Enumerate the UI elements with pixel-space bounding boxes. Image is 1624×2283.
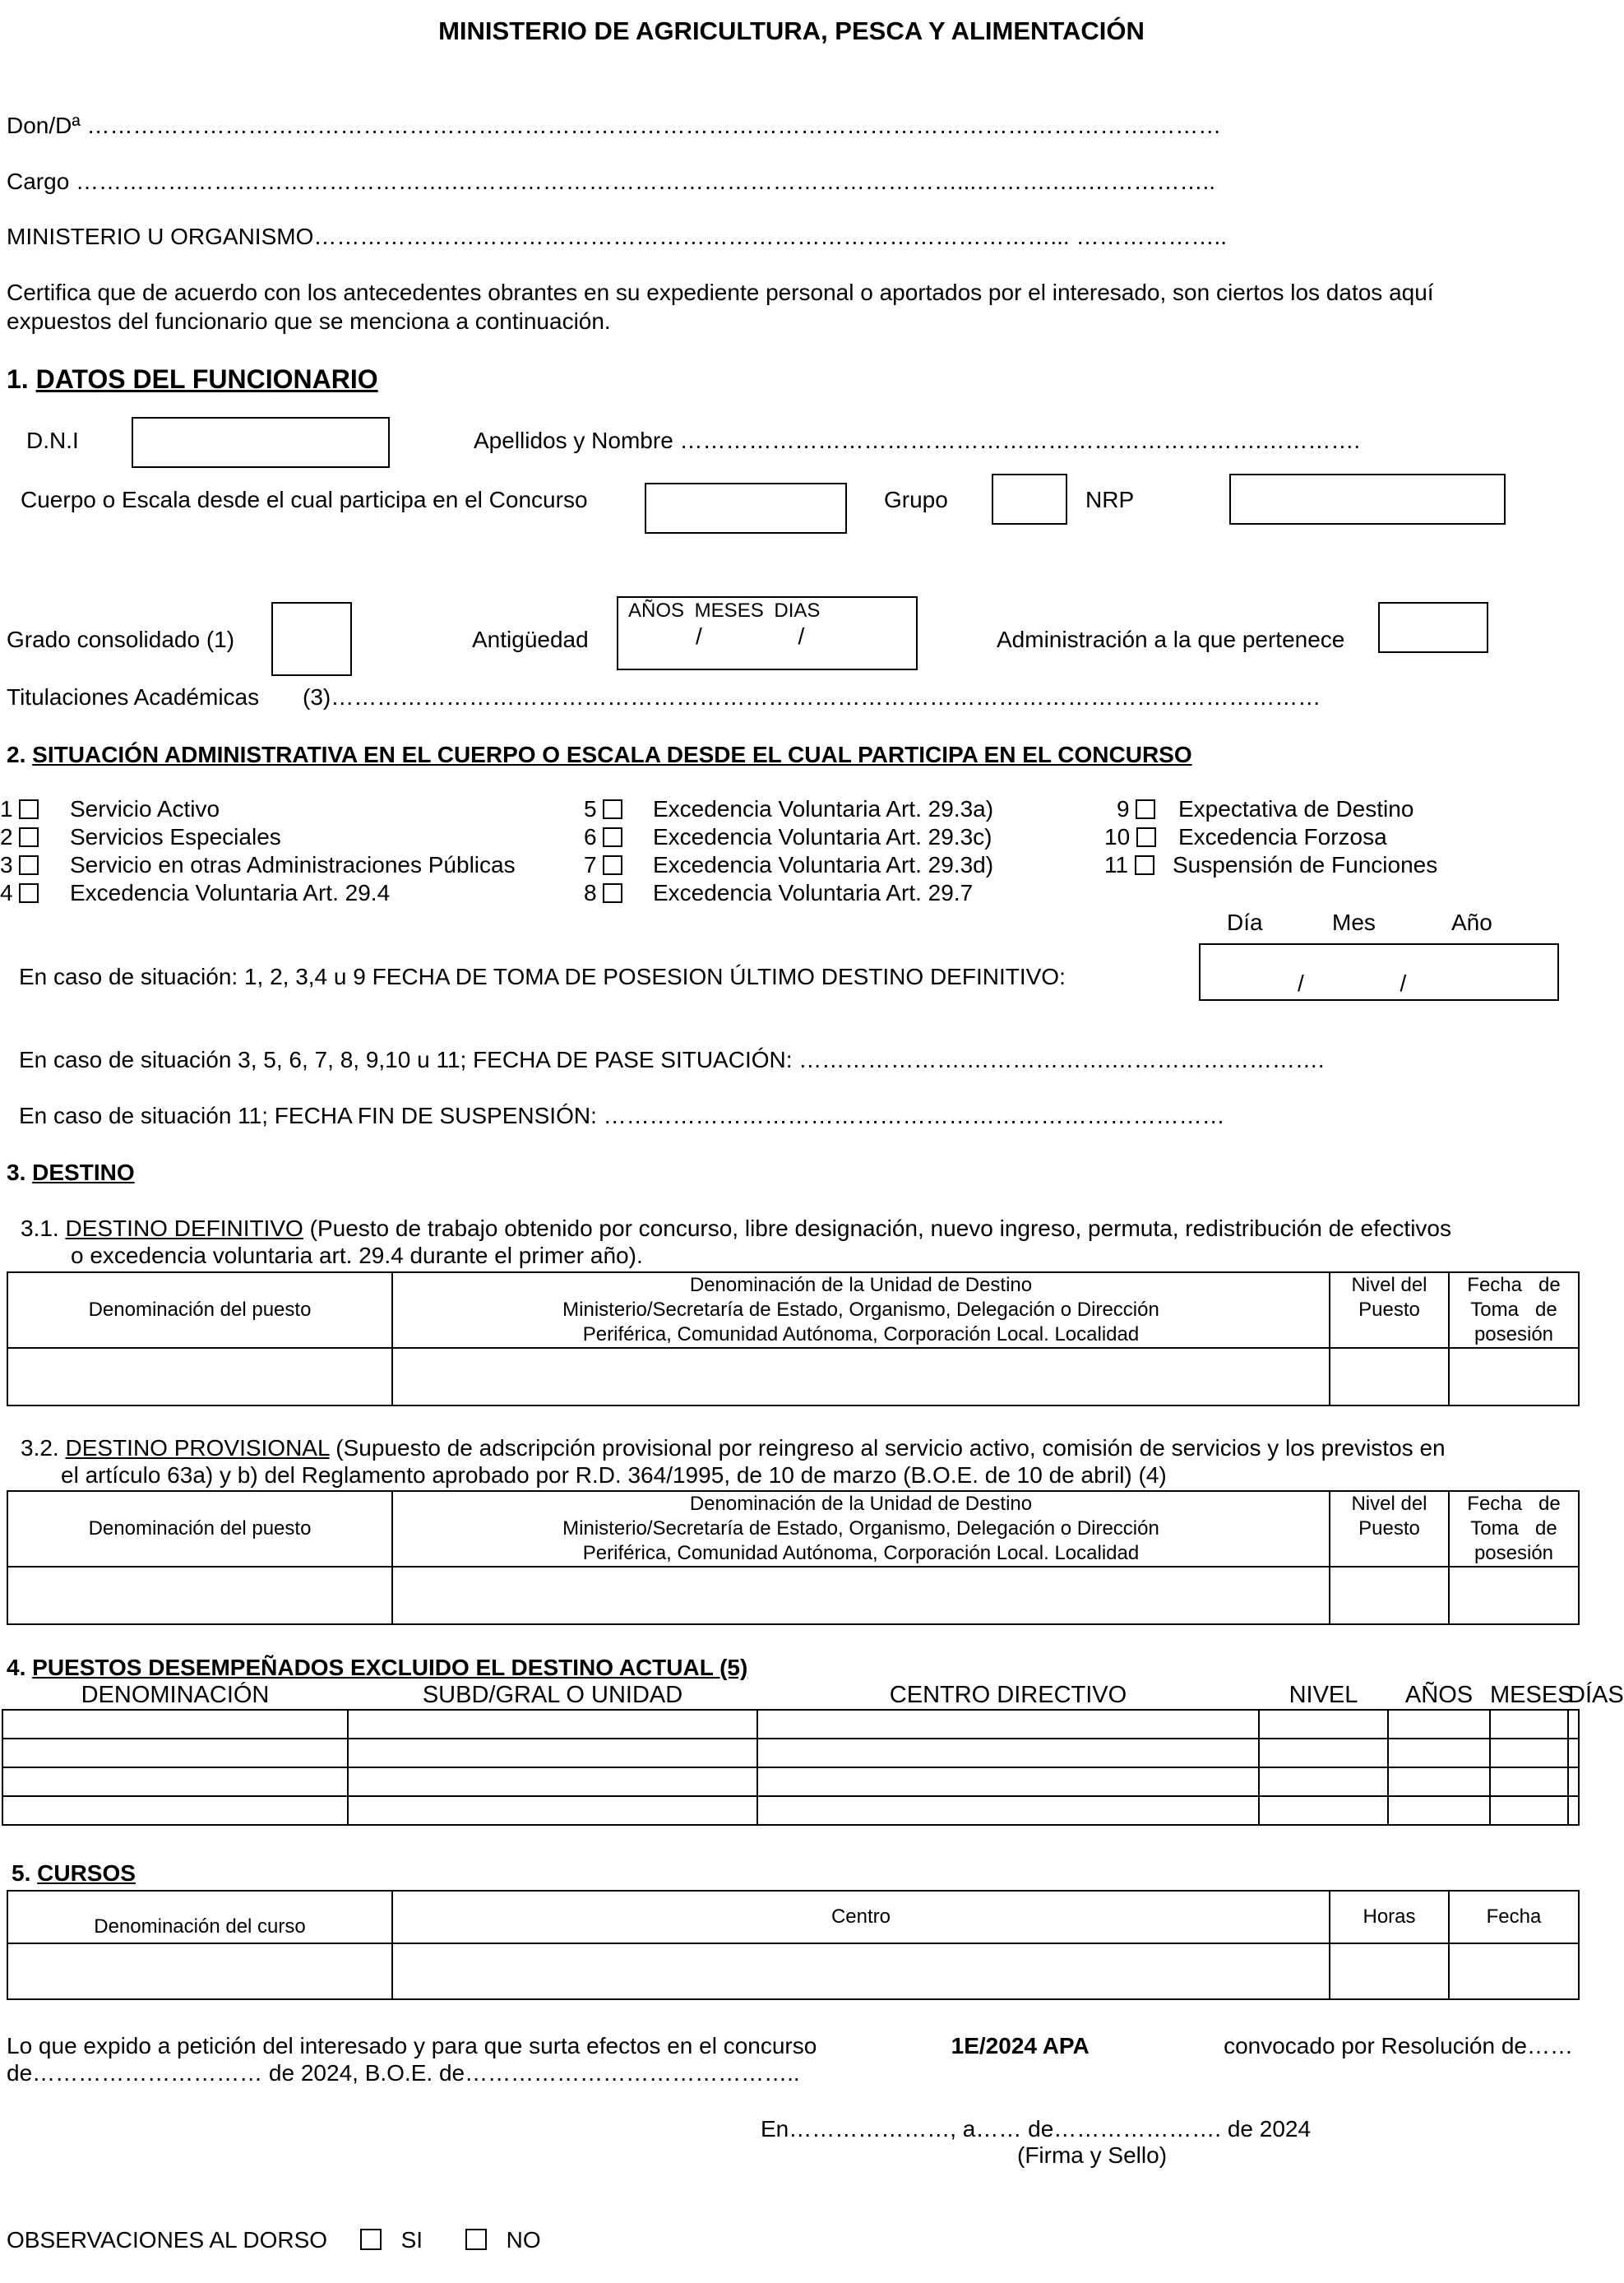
option-number: 5 xyxy=(584,796,597,822)
antiguedad-headers: AÑOS MESES DIAS xyxy=(628,600,821,622)
destino-provisional-table xyxy=(7,1490,1580,1625)
antiguedad-separators: / / xyxy=(696,623,805,649)
table-cell[interactable] xyxy=(348,1739,757,1767)
date-header-dia: Día xyxy=(1227,910,1263,935)
dni-label: D.N.I xyxy=(26,428,79,453)
situation-option-4[interactable] xyxy=(0,880,391,906)
table-cell[interactable] xyxy=(348,1710,757,1739)
section1-number: 1. xyxy=(7,364,36,394)
option-label: Servicio en otras Administraciones Públicas xyxy=(70,852,516,878)
header-fecha: Fecha xyxy=(1449,1891,1579,1943)
section1-heading xyxy=(7,364,378,395)
grupo-label: Grupo xyxy=(884,487,948,512)
cell-puesto[interactable] xyxy=(7,1567,392,1624)
checkbox[interactable] xyxy=(19,883,39,903)
section3-title: DESTINO xyxy=(32,1160,135,1185)
expido-text: Lo que expido a petición del interesado y para que surta efectos en el concurso xyxy=(7,2033,824,2058)
cell-horas[interactable] xyxy=(1330,1943,1449,1999)
header-unidad-destino xyxy=(392,1272,1330,1348)
header-fecha-line: Toma de xyxy=(1470,1517,1557,1540)
header-unidad-line: Periférica, Comunidad Autónoma, Corporación Local. Localidad xyxy=(582,1542,1140,1564)
section4-heading xyxy=(7,1655,747,1681)
observaciones-si-checkbox[interactable] xyxy=(360,2229,382,2250)
option-number: 6 xyxy=(584,824,597,850)
header-unidad-line: Ministerio/Secretaría de Estado, Organismo, Delegación o Dirección xyxy=(562,1299,1159,1321)
situation-option-9[interactable] xyxy=(1117,796,1414,822)
observaciones-no-checkbox[interactable] xyxy=(465,2229,487,2250)
table-cell[interactable] xyxy=(2,1710,348,1739)
header-denominacion-puesto: Denominación del puesto xyxy=(7,1272,392,1348)
cell-curso[interactable] xyxy=(7,1943,392,1999)
col-header-anos: AÑOS xyxy=(1388,1682,1490,1710)
administracion-label: Administración a la que pertenece xyxy=(997,627,1345,652)
checkbox[interactable] xyxy=(603,799,622,819)
observaciones-label: OBSERVACIONES AL DORSO xyxy=(7,2227,328,2253)
section5-heading xyxy=(12,1860,136,1887)
dni-input[interactable] xyxy=(132,417,390,468)
header-unidad-line: Ministerio/Secretaría de Estado, Organismo, Delegación o Dirección xyxy=(562,1517,1159,1540)
table-cell[interactable] xyxy=(1568,1796,1579,1825)
section4-title: PUESTOS DESEMPEÑADOS EXCLUIDO EL DESTINO ACTUAL (5) xyxy=(32,1655,748,1680)
table-cell[interactable] xyxy=(757,1796,1259,1825)
cuerpo-input[interactable] xyxy=(645,483,847,534)
option-number: 8 xyxy=(584,880,597,905)
fin-suspension-field[interactable]: En caso de situación 11; FECHA FIN DE SUSPENSIÓN: ……………………………………………………………………… xyxy=(19,1103,1225,1128)
lugar-fecha-field[interactable]: En…………………, a…… de…………………. de 2024 xyxy=(761,2116,1312,2142)
cell-fecha[interactable] xyxy=(1449,1567,1579,1624)
table-cell[interactable] xyxy=(348,1796,757,1825)
destino-provisional-line-1 xyxy=(21,1435,1446,1461)
option-number: 9 xyxy=(1117,796,1130,822)
table-cell[interactable] xyxy=(1388,1710,1490,1739)
cell-fecha[interactable] xyxy=(1449,1943,1579,1999)
section5-title: CURSOS xyxy=(37,1860,136,1886)
header-centro: Centro xyxy=(392,1891,1330,1943)
table-cell[interactable] xyxy=(1568,1739,1579,1767)
header-fecha-line: posesión xyxy=(1474,1542,1554,1564)
table-cell[interactable] xyxy=(1568,1710,1579,1739)
header-nivel-line: Nivel del xyxy=(1351,1274,1427,1296)
s31-text: (Puesto de trabajo obtenido por concurso, libre designación, nuevo ingreso, permuta, redistribución de efectivos xyxy=(303,1216,1452,1241)
option-number: 1 xyxy=(0,796,13,822)
checkbox[interactable] xyxy=(1135,855,1154,875)
header-horas: Horas xyxy=(1330,1891,1449,1943)
table-cell[interactable] xyxy=(757,1739,1259,1767)
expido-line-1 xyxy=(7,2033,1573,2059)
option-label: Excedencia Voluntaria Art. 29.7 xyxy=(653,880,974,905)
cell-fecha[interactable] xyxy=(1449,1348,1579,1405)
table-cell[interactable] xyxy=(1490,1796,1568,1825)
checkbox[interactable] xyxy=(19,855,39,875)
certifica-line-2: expuestos del funcionario que se menciona a continuación. xyxy=(7,308,611,334)
checkbox[interactable] xyxy=(603,855,622,875)
table-cell[interactable] xyxy=(1388,1739,1490,1767)
col-header-denominacion: DENOMINACIÓN xyxy=(2,1682,348,1710)
ministerio-field[interactable]: MINISTERIO U ORGANISMO……………………………………………………………………………………... ……………….. xyxy=(7,224,1228,249)
checkbox[interactable] xyxy=(19,827,39,847)
header-unidad-line: Denominación de la Unidad de Destino xyxy=(689,1274,1033,1296)
table-cell[interactable] xyxy=(1259,1739,1388,1767)
cell-nivel[interactable] xyxy=(1330,1567,1449,1624)
option-label: Excedencia Voluntaria Art. 29.3d) xyxy=(653,852,994,878)
titulaciones-field[interactable]: (3)………………………………………………………………………………………………………………… xyxy=(303,684,1321,710)
grado-input[interactable] xyxy=(271,602,352,676)
si-label: SI xyxy=(400,2227,423,2253)
situation-option-10[interactable] xyxy=(1104,824,1387,850)
situation-option-7[interactable] xyxy=(584,852,994,878)
table-cell[interactable] xyxy=(1259,1767,1388,1796)
section2-title: SITUACIÓN ADMINISTRATIVA EN EL CUERPO O ESCALA DESDE EL CUAL PARTICIPA EN EL CONCURSO xyxy=(32,742,1192,767)
header-fecha-line: Fecha de xyxy=(1467,1493,1561,1515)
col-header-centro: CENTRO DIRECTIVO xyxy=(757,1682,1259,1710)
cell-centro[interactable] xyxy=(392,1943,1330,1999)
col-header-meses: MESES xyxy=(1490,1682,1574,1708)
header-fecha-line: Fecha de xyxy=(1467,1274,1561,1296)
cell-unidad[interactable] xyxy=(392,1348,1330,1405)
section4-number: 4. xyxy=(7,1655,33,1680)
table-cell[interactable] xyxy=(1259,1796,1388,1825)
header-fecha-toma xyxy=(1449,1272,1579,1348)
cell-nivel[interactable] xyxy=(1330,1348,1449,1405)
expido-line-2[interactable]: de………………………… de 2024, B.O.E. de…………………………………….. xyxy=(7,2060,800,2086)
table-cell[interactable] xyxy=(1568,1767,1579,1796)
option-number: 4 xyxy=(0,880,13,905)
option-number: 7 xyxy=(584,852,597,878)
cargo-field[interactable]: Cargo ………………………………………….…………………………………………………………...……….…..…………….. xyxy=(7,169,1216,194)
pase-situacion-field[interactable]: En caso de situación 3, 5, 6, 7, 8, 9,10 u 11; FECHA DE PASE SITUACIÓN: ………………….……………….………………………. xyxy=(19,1047,1325,1072)
header-unidad-line: Denominación de la Unidad de Destino xyxy=(689,1493,1033,1515)
destino-definitivo-line-2: o excedencia voluntaria art. 29.4 durante el primer año). xyxy=(71,1243,643,1268)
situation-option-11[interactable] xyxy=(1104,852,1438,878)
cuerpo-label: Cuerpo o Escala desde el cual participa en el Concurso xyxy=(21,487,588,512)
option-label: Excedencia Voluntaria Art. 29.3c) xyxy=(653,824,992,850)
checkbox[interactable] xyxy=(603,883,622,903)
header-fecha-toma xyxy=(1449,1491,1579,1567)
header-denominacion-curso: Denominación del curso xyxy=(7,1891,392,1943)
header-unidad-destino xyxy=(392,1491,1330,1567)
checkbox[interactable] xyxy=(1136,799,1155,819)
checkbox[interactable] xyxy=(19,799,39,819)
option-label: Excedencia Voluntaria Art. 29.4 xyxy=(70,880,391,905)
table-cell[interactable] xyxy=(1490,1767,1568,1796)
destino-definitivo-line-1 xyxy=(21,1216,1451,1242)
header-unidad-line: Periférica, Comunidad Autónoma, Corporación Local. Localidad xyxy=(582,1323,1140,1345)
nrp-label: NRP xyxy=(1085,487,1135,512)
section2-heading xyxy=(7,742,1192,768)
header-nivel-puesto xyxy=(1330,1272,1449,1348)
option-label: Servicios Especiales xyxy=(70,824,281,850)
section3-number: 3. xyxy=(7,1160,33,1185)
concurso-reference: 1E/2024 APA xyxy=(951,2033,1090,2058)
firma-sello-label: (Firma y Sello) xyxy=(1017,2142,1168,2168)
apellidos-field[interactable]: Apellidos y Nombre ………………………………………………………………….…………. xyxy=(474,428,1361,453)
header-fecha-line: Toma de xyxy=(1470,1299,1557,1321)
table-cell[interactable] xyxy=(348,1767,757,1796)
nrp-input[interactable] xyxy=(1229,474,1506,525)
cursos-table xyxy=(7,1890,1580,2000)
situation-option-6[interactable] xyxy=(584,824,992,850)
destino-definitivo-table xyxy=(7,1271,1580,1406)
option-label: Servicio Activo xyxy=(70,796,220,822)
col-header-dias: DÍAS xyxy=(1568,1682,1624,1708)
cell-unidad[interactable] xyxy=(392,1567,1330,1624)
puestos-desempenados-table xyxy=(2,1682,1624,1826)
table-cell[interactable] xyxy=(1388,1796,1490,1825)
option-label: Excedencia Forzosa xyxy=(1178,824,1387,850)
checkbox[interactable] xyxy=(1136,827,1156,847)
no-label: NO xyxy=(506,2227,541,2253)
option-number: 2 xyxy=(0,824,13,850)
option-label: Suspensión de Funciones xyxy=(1173,852,1438,878)
situation-option-2[interactable] xyxy=(0,824,281,850)
antiguedad-label: Antigüedad xyxy=(472,627,589,652)
situation-option-3[interactable] xyxy=(0,852,516,878)
grado-label: Grado consolidado (1) xyxy=(7,627,235,652)
administracion-input[interactable] xyxy=(1378,602,1488,653)
header-nivel-line: Nivel del xyxy=(1351,1493,1427,1515)
option-label: Excedencia Voluntaria Art. 29.3a) xyxy=(653,796,994,822)
table-cell[interactable] xyxy=(1259,1710,1388,1739)
page-title: MINISTERIO DE AGRICULTURA, PESCA Y ALIMENTACIÓN xyxy=(438,16,1145,45)
table-cell[interactable] xyxy=(1490,1739,1568,1767)
destino-provisional-line-2: el artículo 63a) y b) del Reglamento aprobado por R.D. 364/1995, de 10 de marzo (B.O.E. de 10 de abril) (4) xyxy=(61,1462,1167,1488)
table-cell[interactable] xyxy=(757,1767,1259,1796)
s32-text: (Supuesto de adscripción provisional por reingreso al servicio activo, comisión de servicios y los previstos en xyxy=(329,1435,1446,1461)
section1-title: DATOS DEL FUNCIONARIO xyxy=(35,364,378,394)
table-cell[interactable] xyxy=(2,1739,348,1767)
table-cell[interactable] xyxy=(2,1796,348,1825)
option-label: Expectativa de Destino xyxy=(1178,796,1414,822)
table-cell[interactable] xyxy=(2,1767,348,1796)
section5-number: 5. xyxy=(12,1860,38,1886)
header-nivel-puesto xyxy=(1330,1491,1449,1567)
situation-option-5[interactable] xyxy=(584,796,994,822)
header-nivel-line: Puesto xyxy=(1358,1299,1420,1321)
table-cell[interactable] xyxy=(1388,1767,1490,1796)
grupo-input[interactable] xyxy=(992,474,1067,525)
don-field[interactable]: Don/Dª ………………………………………………………………………………………………………………………….……… xyxy=(7,113,1222,138)
header-nivel-line: Puesto xyxy=(1358,1517,1420,1540)
header-fecha-line: posesión xyxy=(1474,1323,1554,1345)
situation-option-8[interactable] xyxy=(584,880,974,906)
table-cell[interactable] xyxy=(757,1710,1259,1739)
s32-number: 3.2. xyxy=(21,1435,66,1461)
observaciones-row xyxy=(7,2227,541,2253)
table-cell[interactable] xyxy=(1490,1710,1568,1739)
resolucion-field[interactable]: convocado por Resolución de…… xyxy=(1217,2033,1573,2058)
header-denominacion-puesto: Denominación del puesto xyxy=(7,1491,392,1567)
section3-heading xyxy=(7,1160,135,1186)
date-separators: / / xyxy=(1298,970,1407,996)
section2-number: 2. xyxy=(7,742,33,767)
s32-title: DESTINO PROVISIONAL xyxy=(65,1435,330,1461)
cell-puesto[interactable] xyxy=(7,1348,392,1405)
date-header-ano: Año xyxy=(1451,910,1492,935)
toma-posesion-label: En caso de situación: 1, 2, 3,4 u 9 FECHA DE TOMA DE POSESION ÚLTIMO DESTINO DEFINITIVO: xyxy=(19,964,1066,989)
col-header-subd: SUBD/GRAL O UNIDAD xyxy=(348,1682,757,1710)
s31-title: DESTINO DEFINITIVO xyxy=(65,1216,303,1241)
s31-number: 3.1. xyxy=(21,1216,66,1241)
certifica-line-1: Certifica que de acuerdo con los antecedentes obrantes en su expediente personal o aportados por el interesado, son ciertos los datos aquí xyxy=(7,280,1434,305)
option-number: 10 xyxy=(1104,824,1131,850)
col-header-nivel: NIVEL xyxy=(1259,1682,1388,1710)
titulaciones-label: Titulaciones Académicas xyxy=(7,684,260,710)
checkbox[interactable] xyxy=(603,827,622,847)
option-number: 11 xyxy=(1104,852,1129,878)
date-header-mes: Mes xyxy=(1332,910,1376,935)
situation-option-1[interactable] xyxy=(0,796,220,822)
option-number: 3 xyxy=(0,852,13,878)
